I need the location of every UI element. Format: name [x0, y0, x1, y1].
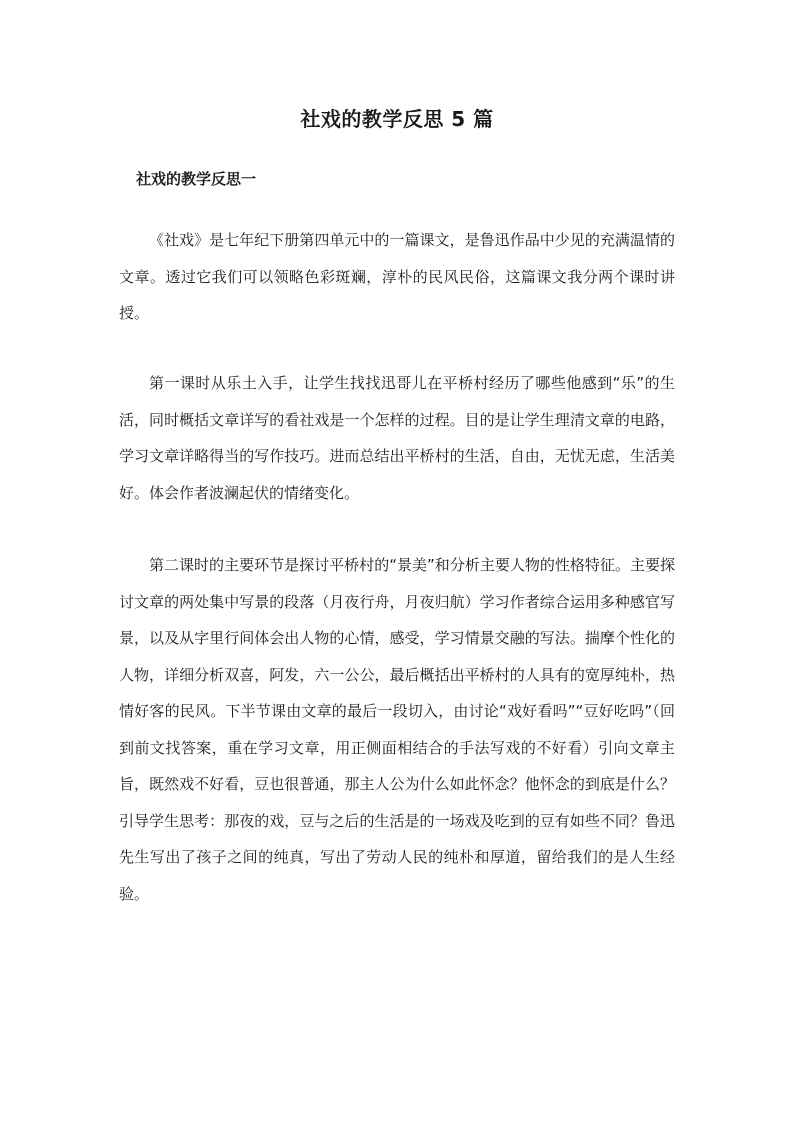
document-title: 社戏的教学反思 5 篇 [300, 107, 494, 131]
section-heading: 社戏的教学反思一 [136, 170, 257, 188]
paragraph-1: 《社戏》是七年纪下册第四单元中的一篇课文，是鲁迅作品中少见的充满温情的文章。透过它我们可以领略色彩斑斓，淳朴的民风民俗，这篇课文我分两个课时讲授。 [119, 231, 675, 322]
paragraph-3: 第二课时的主要环节是探讨平桥村的“景美”和分析主要人物的性格特征。主要探讨文章的两处集中写景的段落（月夜行舟，月夜归航）学习作者综合运用多种感官写景，以及从字里行间体会出人物的心情，感受，学习情景交融的写法。揣摩个性化的人物，详细分析双喜，阿发，六一公公，最后概括出平桥村的人具有的宽厚纯朴，热情好客的民风。下半节课由文章的最后一段切入，由讨论“戏好看吗”“豆好吃吗”（回到前文找答案，重在学习文章，用正侧面相结合的手法写戏的不好看）引向文章主旨，既然戏不好看，豆也很普通，那主人公为什么如此怀念？他怀念的到底是什么？引导学生思考：那夜的戏，豆与之后的生活是的一场戏及吃到的豆有如些不同？鲁迅先生写出了孩子之间的纯真，写出了劳动人民的纯朴和厚道，留给我们的是人生经验。 [119, 556, 675, 903]
paragraph-2: 第一课时从乐土入手，让学生找找迅哥儿在平桥村经历了哪些他感到“乐”的生活，同时概括文章详写的看社戏是一个怎样的过程。目的是让学生理清文章的电路，学习文章详略得当的写作技巧。进而总结出平桥村的生活，自由，无忧无虑，生活美好。体会作者波澜起伏的情绪变化。 [119, 374, 675, 502]
